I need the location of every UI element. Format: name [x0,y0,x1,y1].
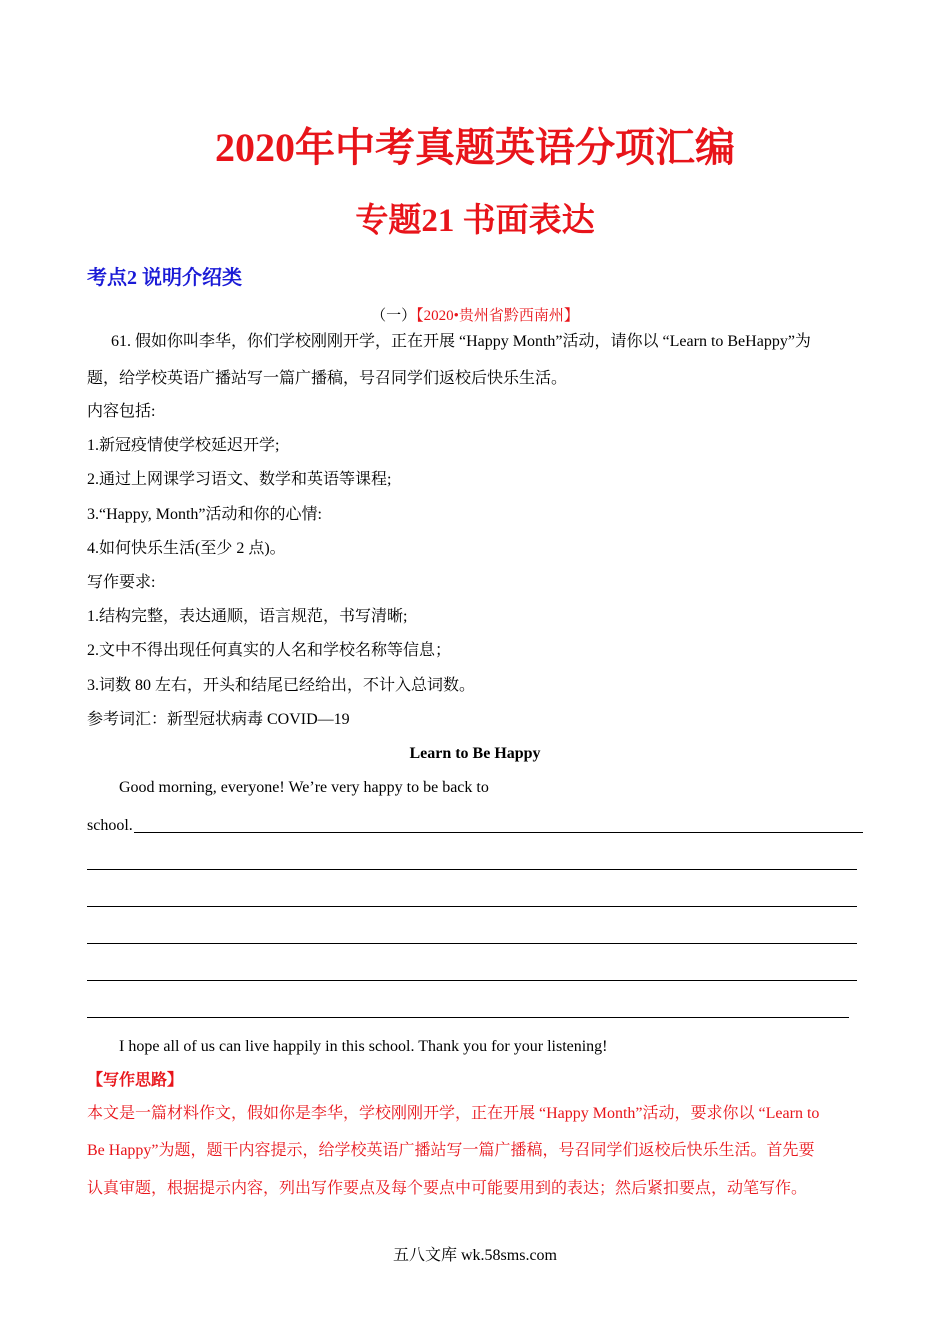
source-tag: 【2020•贵州省黔西南州】 [416,308,579,324]
page-subtitle: 专题21 书面表达 [355,203,595,239]
analysis-line: Be Happy”为题，题干内容提示，给学校英语广播站写一篇广播稿，号召同学们返校后快乐生活。首先要 [87,1142,815,1159]
footer-watermark: 五八文库 wk.58sms.com [392,1247,557,1264]
writing-line[interactable] [87,980,857,981]
section-heading: 考点2 说明介绍类 [87,267,242,289]
writing-line[interactable] [87,943,857,944]
analysis-line: 认真审题，根据提示内容，列出写作要点及每个要点中可能要用到的表达；然后紧扣要点，动笔写作。 [87,1180,808,1197]
writing-line[interactable] [87,906,857,907]
essay-closing: I hope all of us can live happily in this school. Thank you for your listening! [119,1038,608,1055]
content-item: 2.通过上网课学习语文、数学和英语等课程; [87,471,392,488]
writing-line[interactable] [134,832,863,833]
essay-school-word: school. [87,817,133,834]
requirement-item: 1.结构完整，表达通顺，语言规范，书写清晰; [87,608,408,625]
source-prefix: （一） [371,308,417,324]
requirements-heading: 写作要求: [87,574,156,591]
analysis-heading: 【写作思路】 [87,1072,184,1089]
prompt-line-2: 题，给学校英语广播站写一篇广播稿，号召同学们返校后快乐生活。 [87,370,568,387]
writing-line[interactable] [87,869,857,870]
prompt-line-1: 61. 假如你叫李华，你们学校刚刚开学，正在开展 “Happy Month”活动，请你以 “Learn to BeHappy”为 [111,333,811,350]
essay-opening: Good morning, everyone! We’re very happy to be back to [119,779,489,796]
requirement-item: 3.词数 80 左右，开头和结尾已经给出，不计入总词数。 [87,677,476,694]
content-item: 4.如何快乐生活(至少 2 点)。 [87,540,286,557]
content-item: 3.“Happy, Month”活动和你的心情: [87,506,322,523]
analysis-line: 本文是一篇材料作文，假如你是李华，学校刚刚开学，正在开展 “Happy Month”活动，要求你以 “Learn to [87,1105,820,1122]
writing-line[interactable] [87,1017,849,1018]
question-source [0,304,950,328]
essay-title: Learn to Be Happy [409,745,541,762]
content-heading: 内容包括: [87,403,156,420]
requirement-item: 2.文中不得出现任何真实的人名和学校名称等信息； [87,642,452,659]
content-item: 1.新冠疫情使学校延迟开学; [87,437,280,454]
page-title: 2020年中考真题英语分项汇编 [215,125,735,170]
vocab-hint: 参考词汇：新型冠状病毒 COVID—19 [87,711,350,728]
